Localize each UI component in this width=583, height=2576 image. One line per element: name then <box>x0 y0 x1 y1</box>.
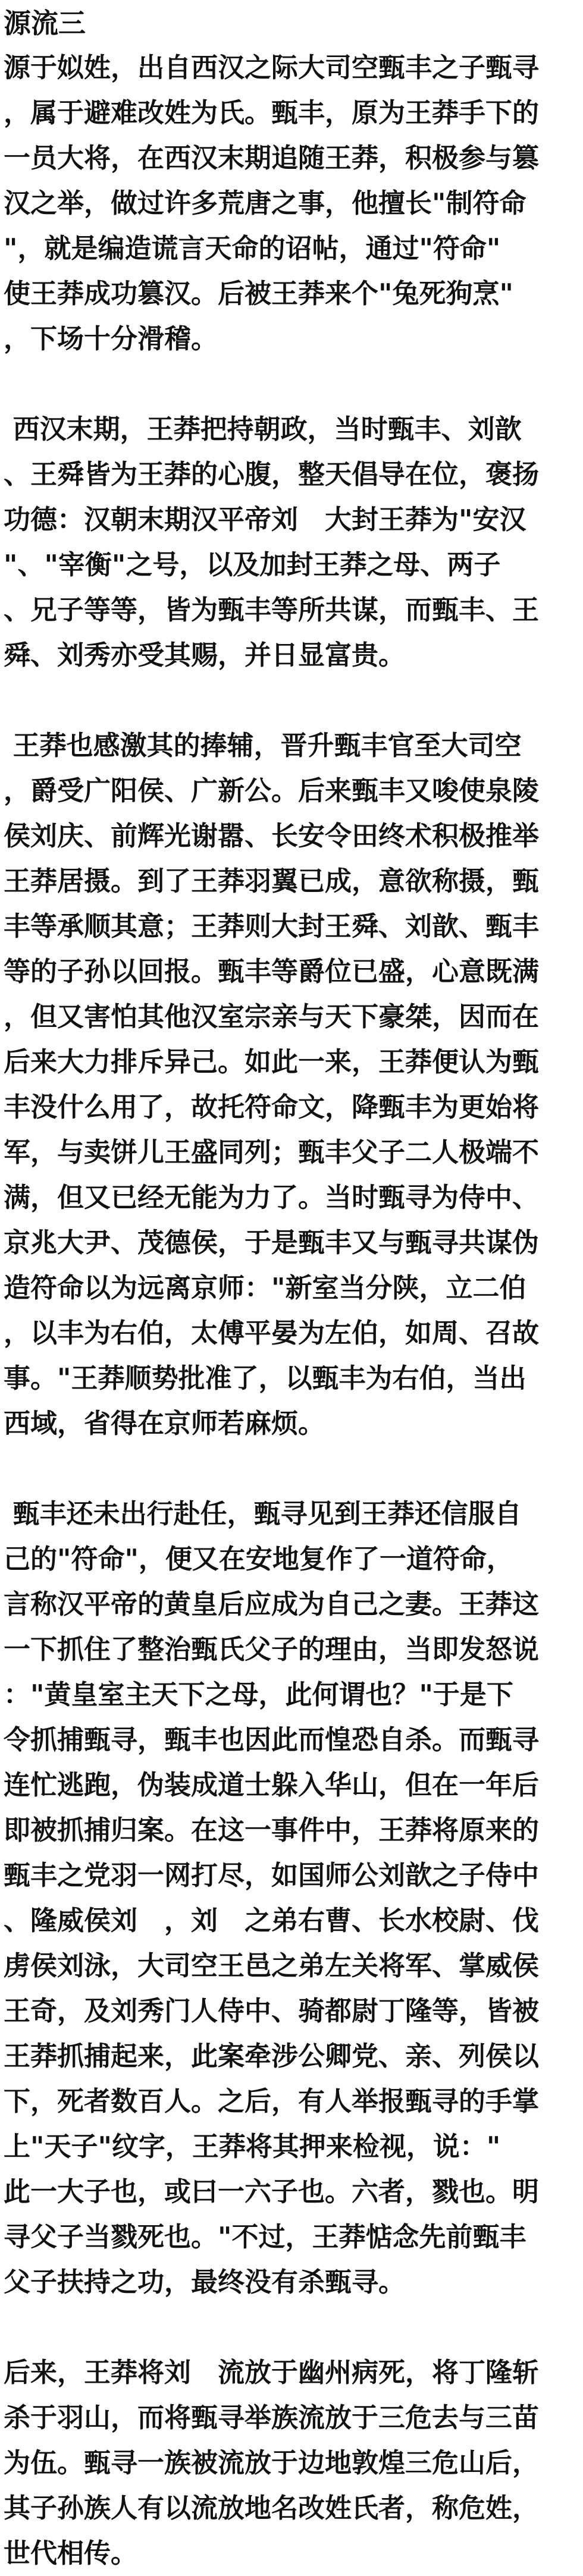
text-line: 西域，省得在京师若麻烦。 <box>4 1408 325 1439</box>
text-line: 即被抓捕归案。在这一事件中，王莽将原来的 <box>4 1814 540 1846</box>
paragraph-gap <box>4 1446 579 1491</box>
text-line: 王莽抓捕起来，此案牵涉公卿党、亲、列侯以 <box>4 2040 540 2072</box>
paragraph <box>4 1491 579 2305</box>
text-line: 、隆威侯刘 ，刘 之弟右曹、长水校尉、伐 <box>4 1905 540 1936</box>
text-line: 王莽也感激其的捧辅，晋升甄丰官至大司空 <box>4 730 522 761</box>
text-line: 舜、刘秀亦受其赐，并日显富贵。 <box>4 639 406 671</box>
text-line: 己的"符命"，便又在安地复作了一道符命， <box>4 1543 513 1575</box>
text-line: 杀于羽山，而将甄寻举族流放于三危去与三苗 <box>4 2402 540 2433</box>
text-line: 后来，王莽将刘 流放于幽州病死，将丁隆斩 <box>4 2357 540 2388</box>
text-line: 、王舜皆为王莽的心腹，整天倡导在位，褒扬 <box>4 458 540 490</box>
text-line: ："黄皇室主天下之母，此何谓也？"于是下 <box>4 1679 513 1710</box>
text-line: 丰没什么用了，故托符命文，降甄丰为更始将 <box>4 1091 540 1123</box>
document-body <box>4 45 579 2576</box>
text-line: 一下抓住了整治甄氏父子的理由，当即发怒说 <box>4 1633 540 1665</box>
paragraph-gap <box>4 2305 579 2350</box>
text-line: 虏侯刘泳，大司空王邑之弟左关将军、掌威侯 <box>4 1950 540 1981</box>
text-line: 王奇，及刘秀门人侍中、骑都尉丁隆等，皆被 <box>4 1995 540 2027</box>
text-line: 一员大将，在西汉末期追随王莽，积极参与篡 <box>4 142 540 174</box>
text-line: ，以丰为右伯，太傅平晏为左伯，如周、召故 <box>4 1317 540 1349</box>
text-line: 寻父子当戮死也。"不过，王莽惦念先前甄丰 <box>4 2221 526 2253</box>
text-line: 王莽居摄。到了王莽羽翼已成，意欲称摄，甄 <box>4 865 540 897</box>
text-line: 此一大子也，或曰一六子也。六者，戮也。明 <box>4 2176 540 2207</box>
text-line: "、"宰衡"之号，以及加封王莽之母、两子 <box>4 549 501 580</box>
text-line: 其子孙族人有以流放地名改姓氏者，称危姓， <box>4 2492 540 2524</box>
paragraph <box>4 2350 579 2576</box>
text-line: ，属于避难改姓为氏。甄丰，原为王莽手下的 <box>4 97 540 128</box>
text-line: ，下场十分滑稽。 <box>4 323 218 354</box>
text-line: 等的子孙以回报。甄丰等爵位已盛，心意既满 <box>4 956 540 987</box>
text-line: ，但又害怕其他汉室宗亲与天下豪桀，因而在 <box>4 1001 540 1032</box>
text-line: 京兆大尹、茂德侯，于是甄丰又与甄寻共谋伪 <box>4 1227 540 1258</box>
document-title: 源流三 <box>4 7 86 39</box>
paragraph-gap <box>4 362 579 407</box>
text-line: 令抓捕甄寻，甄丰也因此而惶恐自杀。而甄寻 <box>4 1724 540 1755</box>
text-line: ，爵受广阳侯、广新公。后来甄丰又唆使泉陵 <box>4 775 540 806</box>
text-line: 军，与卖饼儿王盛同列；甄丰父子二人极端不 <box>4 1136 540 1168</box>
paragraph <box>4 407 579 678</box>
paragraph <box>4 723 579 1446</box>
text-line: 西汉末期，王莽把持朝政，当时甄丰、刘歆 <box>4 413 522 445</box>
text-line: 上"天子"纹字，王莽将其押来检视，说：" <box>4 2131 501 2162</box>
paragraph-gap <box>4 678 579 723</box>
text-line: 为伍。甄寻一族被流放于边地敦煌三危山后， <box>4 2447 540 2478</box>
text-line: 事。"王莽顺势批准了，以甄丰为右伯，当出 <box>4 1362 526 1394</box>
text-line: 连忙逃跑，伪装成道士躲入华山，但在一年后 <box>4 1769 540 1801</box>
text-line: 汉之举，做过许多荒唐之事，他擅长"制符命 <box>4 187 526 219</box>
text-line: 造符命以为远离京师："新室当分陕，立二伯 <box>4 1272 526 1303</box>
text-line: 侯刘庆、前辉光谢嚣、长安令田终术积极推举 <box>4 820 540 852</box>
text-line: 甄丰之党羽一网打尽，如国师公刘歆之子侍中 <box>4 1859 540 1891</box>
text-line: 源于姒姓，出自西汉之际大司空甄丰之子甄寻 <box>4 52 540 83</box>
text-line: 言称汉平帝的黄皇后应成为自己之妻。王莽这 <box>4 1588 540 1620</box>
paragraph <box>4 45 579 362</box>
text-line: 丰等承顺其意；王莽则大封王舜、刘歆、甄丰 <box>4 910 540 942</box>
text-line: 父子扶持之功，最终没有杀甄寻。 <box>4 2266 406 2298</box>
text-line: 世代相传。 <box>4 2537 138 2569</box>
text-line: 功德：汉朝末期汉平帝刘 大封王莽为"安汉 <box>4 504 526 535</box>
text-line: 后来大力排斥异己。如此一来，王莽便认为甄 <box>4 1046 540 1077</box>
text-line: 下，死者数百人。之后，有人举报甄寻的手掌 <box>4 2085 540 2117</box>
text-line: "，就是编造谎言天命的诏帖，通过"符命" <box>4 233 501 264</box>
text-line: 使王莽成功篡汉。后被王莽来个"兔死狗烹" <box>4 278 513 309</box>
text-line: 、兄子等等，皆为甄丰等所共谋，而甄丰、王 <box>4 594 540 626</box>
text-line: 甄丰还未出行赴任，甄寻见到王莽还信服自 <box>4 1498 522 1529</box>
text-line: 满，但又已经无能为力了。当时甄寻为侍中、 <box>4 1182 540 1213</box>
